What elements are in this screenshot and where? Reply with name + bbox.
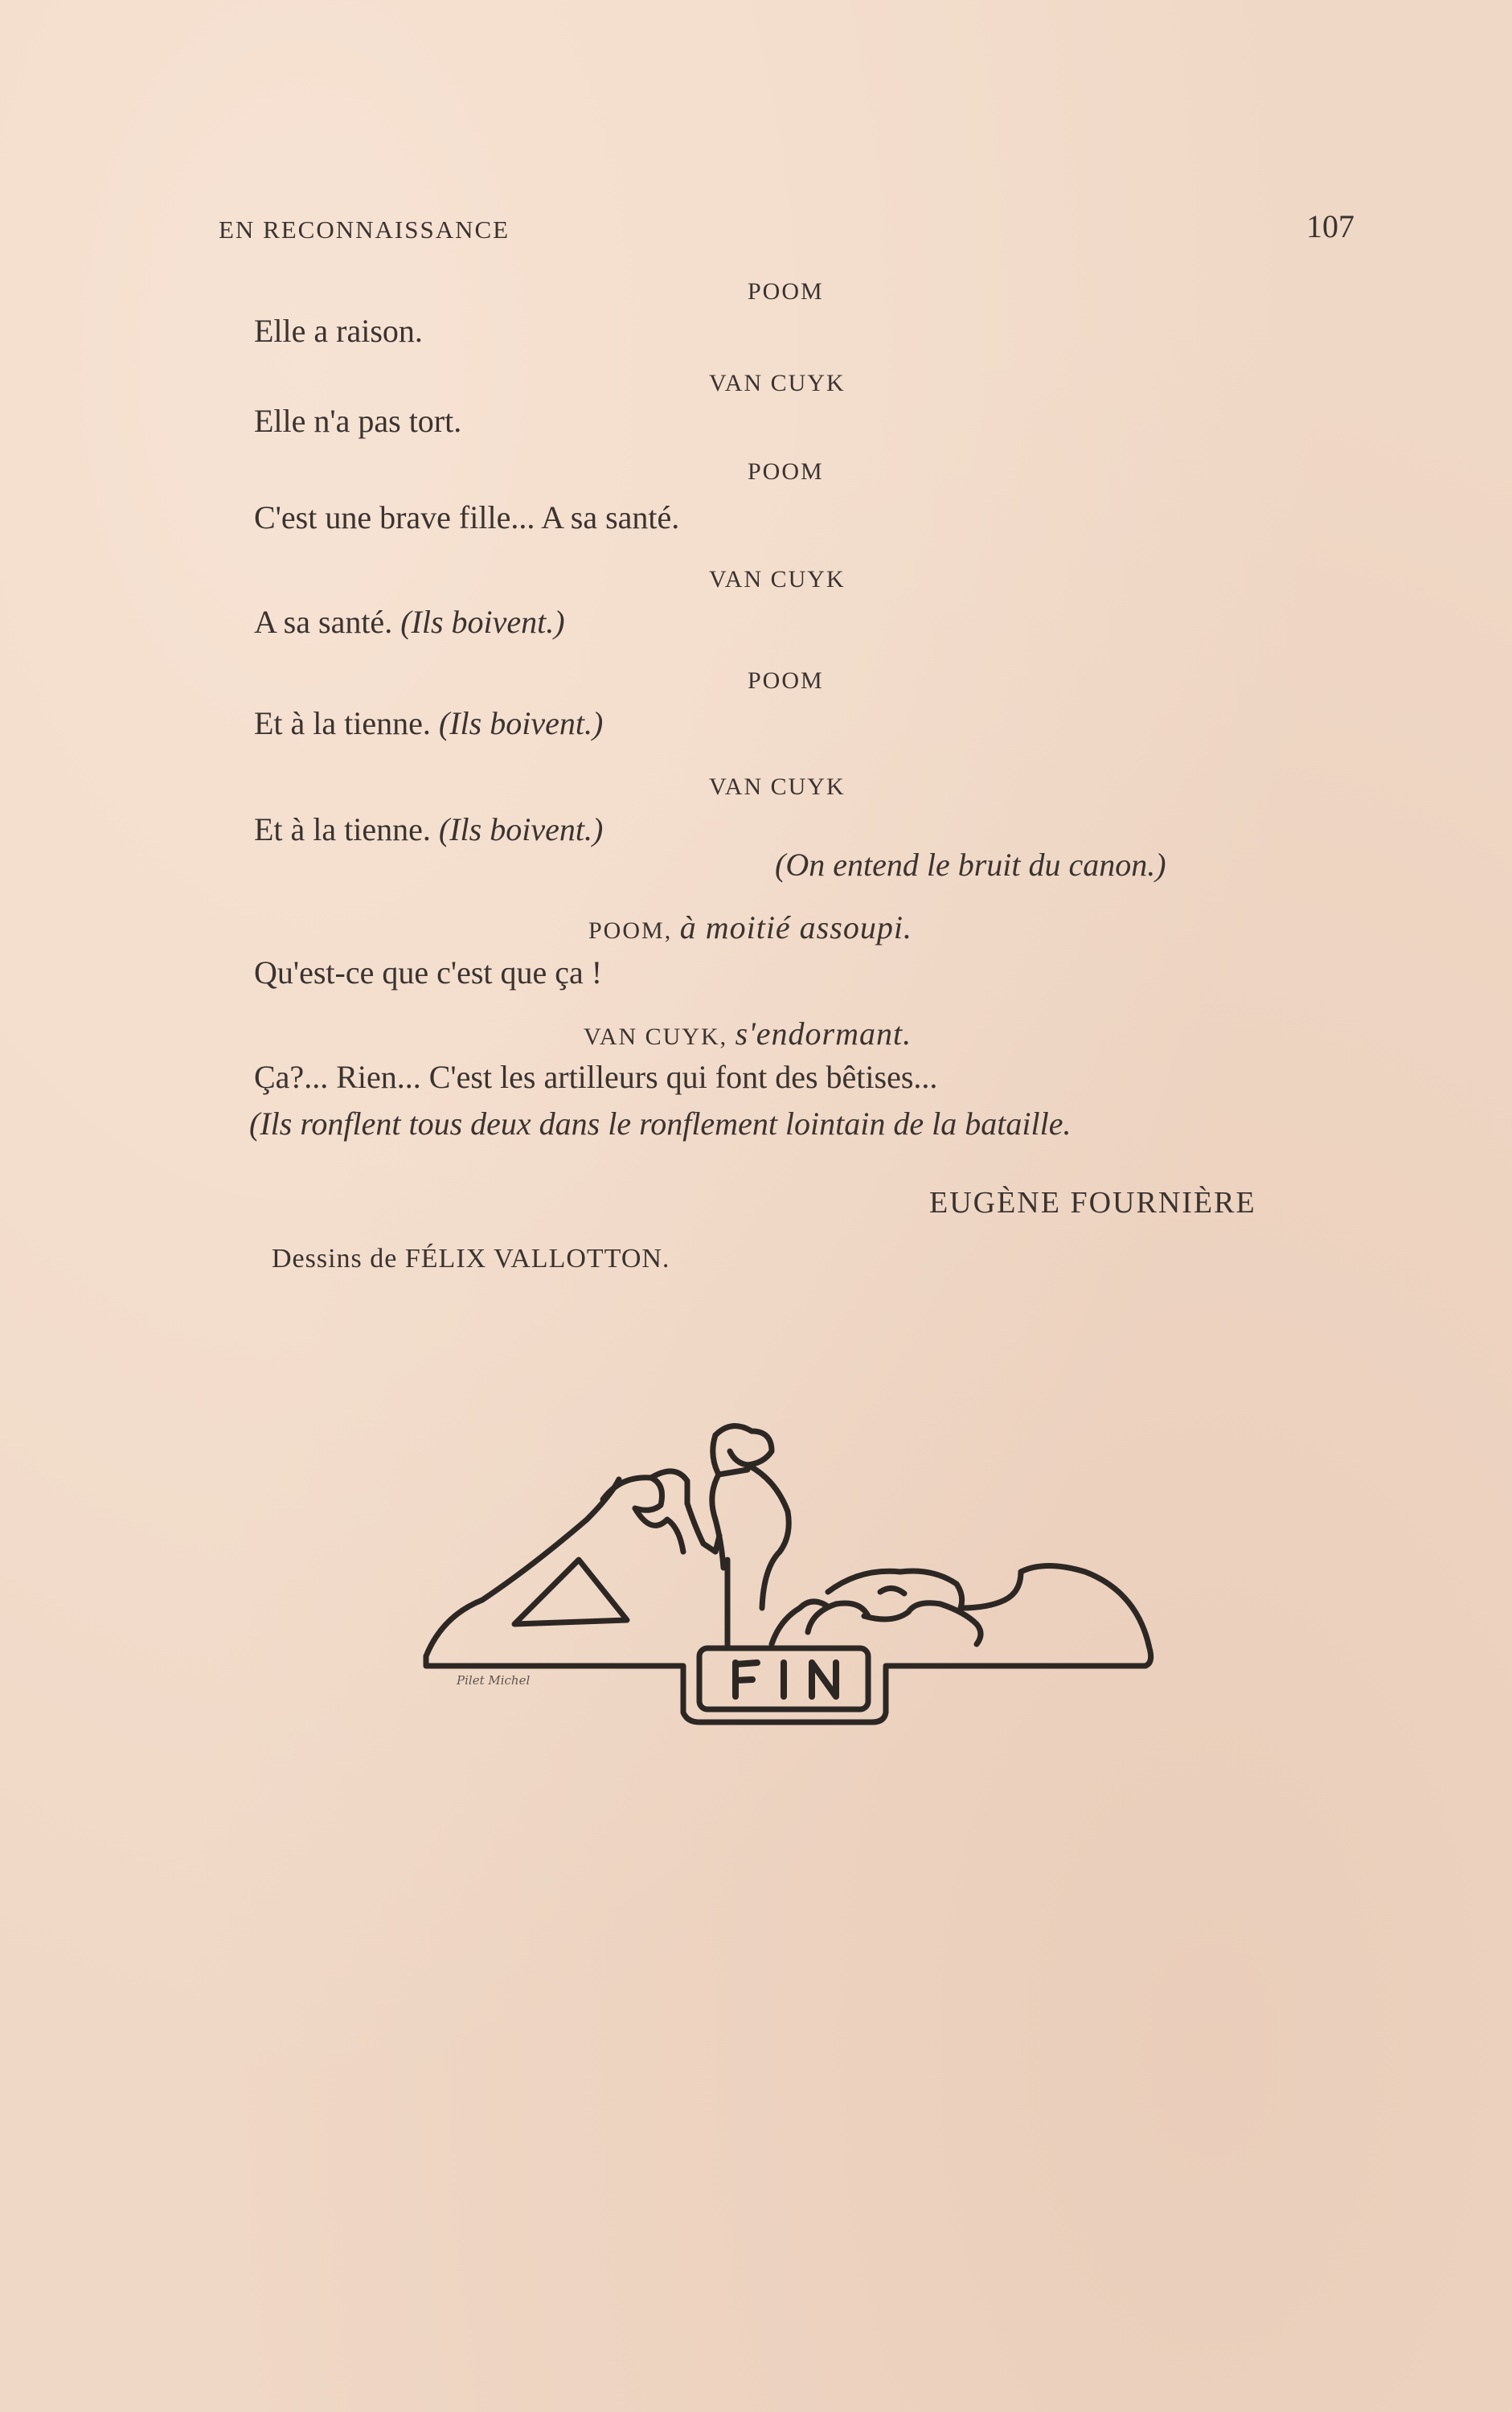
- inline-stage-direction: (Ils boivent.): [438, 705, 604, 741]
- dialogue-line: C'est une brave fille... A sa santé.: [254, 499, 680, 535]
- page-number: 107: [1306, 208, 1354, 244]
- speaker-heading: [584, 1015, 912, 1052]
- dialogue-line: Elle n'a pas tort.: [254, 403, 462, 439]
- speaker-name: POOM: [748, 278, 824, 305]
- speaker-name: POOM: [748, 667, 824, 694]
- inline-stage-direction: (Ils boivent.): [400, 604, 565, 640]
- dialogue-line: Ça?... Rien... C'est les artilleurs qui font des bêtises...: [254, 1059, 938, 1095]
- dialogue-line: [254, 810, 603, 848]
- dialogue-text: Et à la tienne.: [254, 705, 431, 741]
- stage-direction: (Ils ronflent tous deux dans le ronflement lointain de la bataille.: [249, 1106, 1072, 1142]
- engraver-signature: Pilet Michel: [457, 1673, 531, 1688]
- dialogue-text: A sa santé.: [254, 604, 393, 640]
- speaker-name: POOM,: [588, 917, 673, 944]
- speaker-name: POOM: [748, 458, 824, 485]
- dialogue-text: Et à la tienne.: [254, 811, 431, 847]
- speaker-name: VAN CUYK: [709, 773, 846, 800]
- stage-direction: (On entend le bruit du canon.): [775, 847, 1166, 883]
- speaker-name: VAN CUYK: [709, 370, 846, 396]
- dialogue-line: [254, 603, 565, 641]
- speaker-name: VAN CUYK,: [584, 1023, 728, 1050]
- fin-vignette-illustration: [410, 1407, 1158, 1745]
- dialogue-line: Elle a raison.: [254, 313, 423, 349]
- speaker-stage-direction: à moitié assoupi.: [679, 909, 912, 946]
- inline-stage-direction: (Ils boivent.): [438, 811, 604, 847]
- speaker-stage-direction: s'endormant.: [735, 1015, 912, 1052]
- dialogue-line: Qu'est-ce que c'est que ça !: [254, 954, 603, 991]
- dialogue-line: [254, 704, 603, 742]
- speaker-name: VAN CUYK: [709, 566, 846, 593]
- author-signature: EUGÈNE FOURNIÈRE: [929, 1186, 1256, 1220]
- illustration-credit: Dessins de FÉLIX VALLOTTON.: [272, 1244, 670, 1274]
- running-title: EN RECONNAISSANCE: [219, 215, 510, 244]
- speaker-heading: [588, 909, 912, 946]
- fin-lettering: [736, 1663, 836, 1696]
